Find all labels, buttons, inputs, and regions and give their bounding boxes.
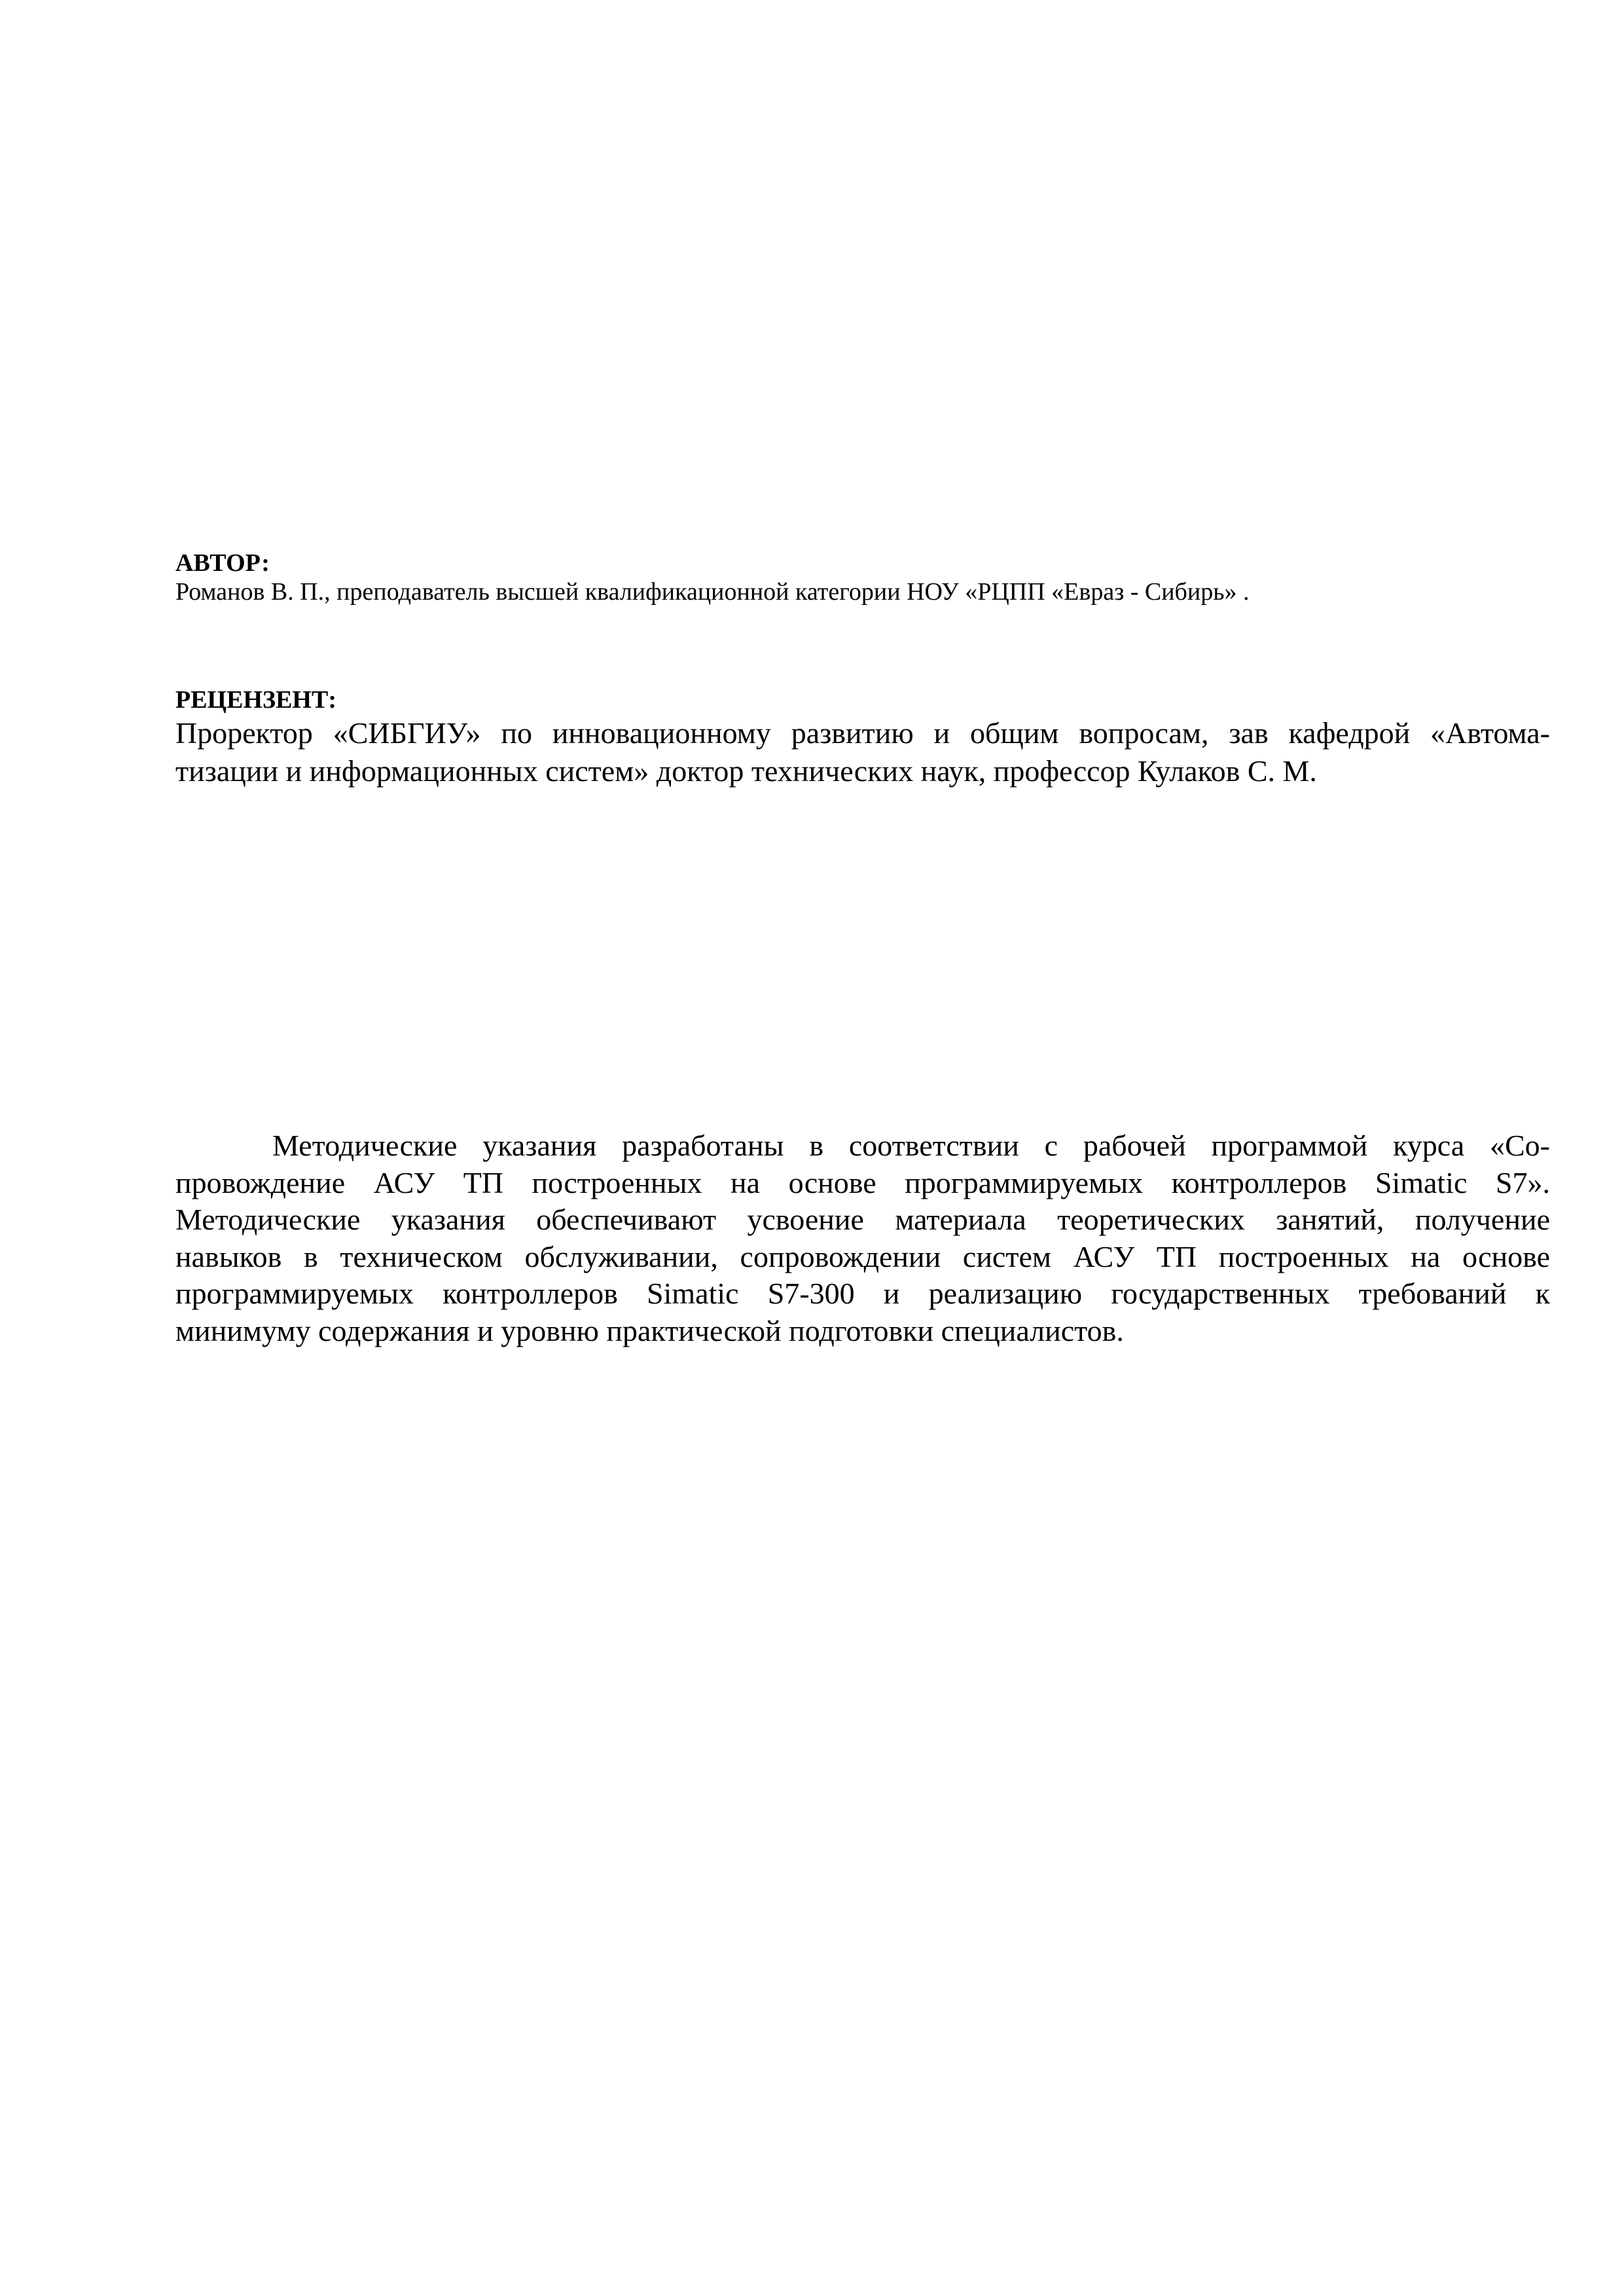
description-line-6: минимуму содержания и уровню практической подготовки специалистов. — [175, 1313, 1124, 1347]
description-line-1: Методические указания разработаны в соответствии с рабочей программой курса «Со- — [272, 1129, 1550, 1162]
author-section — [175, 549, 1550, 606]
reviewer-section — [175, 685, 1550, 790]
reviewer-line-2: тизации и информационных систем» доктор технических наук, профессор Кулаков С. М. — [175, 754, 1317, 788]
reviewer-line-1: Проректор «СИБГИУ» по инновационному развитию и общим вопросам, зав кафедрой «Автома- — [175, 716, 1550, 750]
description-paragraph — [175, 1127, 1550, 1349]
description-line-4: навыков в техническом обслуживании, сопровождении систем АСУ ТП построенных на основе — [175, 1239, 1550, 1273]
reviewer-heading: РЕЦЕНЗЕНТ: — [175, 686, 336, 714]
description-line-2: провождение АСУ ТП построенных на основе программируемых контроллеров Simatic S7». — [175, 1165, 1550, 1199]
author-text: Романов В. П., преподаватель высшей квалификационной категории НОУ «РЦПП «Евраз - Сибирь» . — [175, 578, 1250, 606]
description-line-5: программируемых контроллеров Simatic S7-300 и реализацию государственных требований к — [175, 1277, 1550, 1310]
description-line-3: Методические указания обеспечивают усвоение материала теоретических занятий, получение — [175, 1203, 1550, 1236]
author-heading: АВТОР: — [175, 549, 270, 577]
